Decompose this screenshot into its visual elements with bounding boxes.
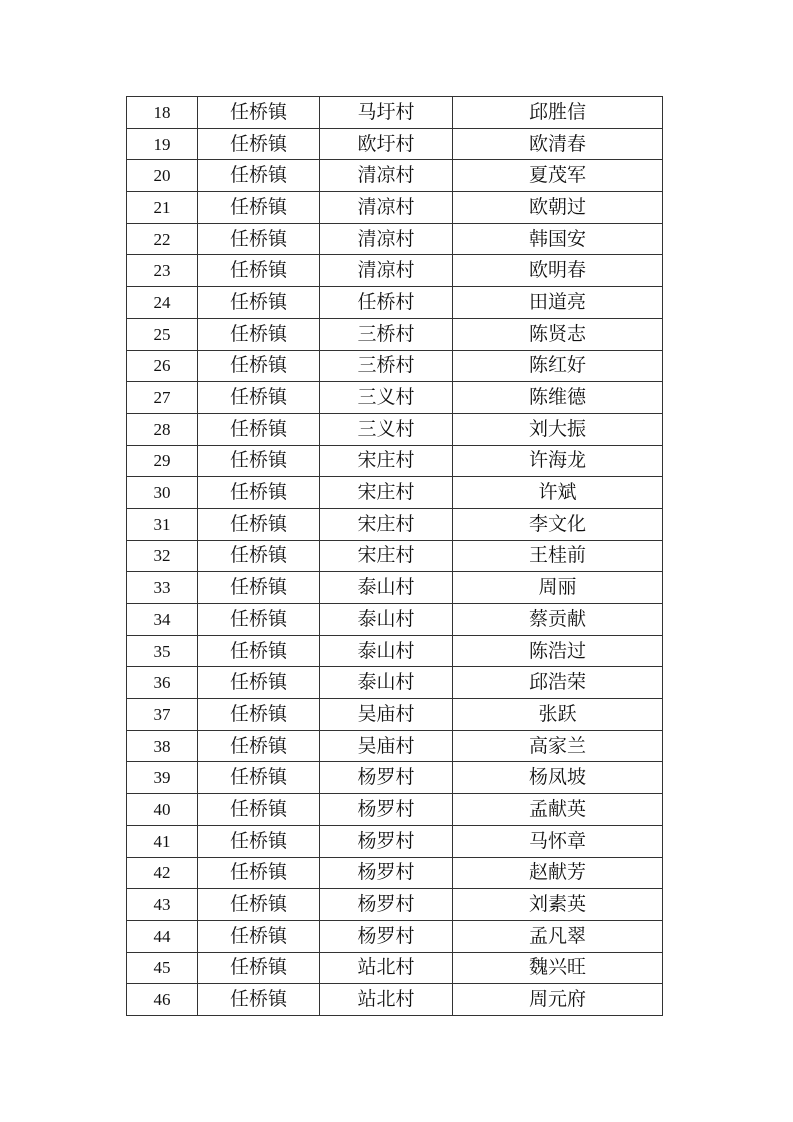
person-name-cell: 周元府 [453,984,663,1016]
town-cell: 任桥镇 [198,762,320,794]
person-name-cell: 田道亮 [453,287,663,319]
person-name-cell: 孟献英 [453,794,663,826]
village-cell: 三桥村 [320,350,453,382]
table-row [127,889,663,921]
person-name-cell: 陈浩过 [453,635,663,667]
table-row [127,223,663,255]
roster-table [126,96,663,1016]
village-cell: 欧圩村 [320,128,453,160]
table-row [127,382,663,414]
row-number-cell: 23 [127,255,198,287]
village-cell: 马圩村 [320,97,453,129]
table-row [127,794,663,826]
table-row [127,667,663,699]
person-name-cell: 陈维德 [453,382,663,414]
town-cell: 任桥镇 [198,825,320,857]
village-cell: 宋庄村 [320,508,453,540]
table-row [127,572,663,604]
row-number-cell: 45 [127,952,198,984]
row-number-cell: 43 [127,889,198,921]
row-number-cell: 38 [127,730,198,762]
town-cell: 任桥镇 [198,794,320,826]
person-name-cell: 陈红好 [453,350,663,382]
village-cell: 泰山村 [320,667,453,699]
person-name-cell: 魏兴旺 [453,952,663,984]
town-cell: 任桥镇 [198,730,320,762]
village-cell: 任桥村 [320,287,453,319]
person-name-cell: 许海龙 [453,445,663,477]
table-row [127,825,663,857]
village-cell: 杨罗村 [320,889,453,921]
row-number-cell: 22 [127,223,198,255]
town-cell: 任桥镇 [198,920,320,952]
person-name-cell: 欧朝过 [453,192,663,224]
town-cell: 任桥镇 [198,382,320,414]
row-number-cell: 29 [127,445,198,477]
village-cell: 站北村 [320,984,453,1016]
village-cell: 泰山村 [320,572,453,604]
person-name-cell: 孟凡翠 [453,920,663,952]
row-number-cell: 36 [127,667,198,699]
row-number-cell: 35 [127,635,198,667]
row-number-cell: 31 [127,508,198,540]
town-cell: 任桥镇 [198,699,320,731]
row-number-cell: 26 [127,350,198,382]
village-cell: 清凉村 [320,223,453,255]
town-cell: 任桥镇 [198,255,320,287]
table-row [127,730,663,762]
town-cell: 任桥镇 [198,192,320,224]
town-cell: 任桥镇 [198,128,320,160]
town-cell: 任桥镇 [198,889,320,921]
person-name-cell: 张跃 [453,699,663,731]
person-name-cell: 马怀章 [453,825,663,857]
table-row [127,445,663,477]
table-row [127,699,663,731]
table-row [127,604,663,636]
village-cell: 宋庄村 [320,477,453,509]
row-number-cell: 19 [127,128,198,160]
row-number-cell: 25 [127,318,198,350]
person-name-cell: 蔡贡献 [453,604,663,636]
town-cell: 任桥镇 [198,540,320,572]
town-cell: 任桥镇 [198,604,320,636]
row-number-cell: 34 [127,604,198,636]
row-number-cell: 37 [127,699,198,731]
town-cell: 任桥镇 [198,667,320,699]
village-cell: 站北村 [320,952,453,984]
village-cell: 清凉村 [320,160,453,192]
town-cell: 任桥镇 [198,477,320,509]
village-cell: 泰山村 [320,604,453,636]
person-name-cell: 高家兰 [453,730,663,762]
table-row [127,350,663,382]
village-cell: 泰山村 [320,635,453,667]
row-number-cell: 39 [127,762,198,794]
row-number-cell: 33 [127,572,198,604]
person-name-cell: 刘素英 [453,889,663,921]
village-cell: 杨罗村 [320,825,453,857]
row-number-cell: 27 [127,382,198,414]
town-cell: 任桥镇 [198,223,320,255]
village-cell: 三义村 [320,382,453,414]
person-name-cell: 欧清春 [453,128,663,160]
town-cell: 任桥镇 [198,350,320,382]
table-row [127,508,663,540]
table-row [127,857,663,889]
town-cell: 任桥镇 [198,160,320,192]
person-name-cell: 许斌 [453,477,663,509]
row-number-cell: 21 [127,192,198,224]
row-number-cell: 24 [127,287,198,319]
village-cell: 清凉村 [320,255,453,287]
row-number-cell: 46 [127,984,198,1016]
row-number-cell: 20 [127,160,198,192]
town-cell: 任桥镇 [198,97,320,129]
row-number-cell: 28 [127,413,198,445]
table-row [127,160,663,192]
village-cell: 三义村 [320,413,453,445]
person-name-cell: 刘大振 [453,413,663,445]
table-row [127,255,663,287]
town-cell: 任桥镇 [198,413,320,445]
person-name-cell: 邱胜信 [453,97,663,129]
village-cell: 吴庙村 [320,699,453,731]
village-cell: 宋庄村 [320,445,453,477]
town-cell: 任桥镇 [198,287,320,319]
person-name-cell: 韩国安 [453,223,663,255]
table-row [127,192,663,224]
town-cell: 任桥镇 [198,952,320,984]
row-number-cell: 18 [127,97,198,129]
table-row [127,540,663,572]
table-row [127,920,663,952]
row-number-cell: 44 [127,920,198,952]
town-cell: 任桥镇 [198,572,320,604]
town-cell: 任桥镇 [198,635,320,667]
table-row [127,97,663,129]
table-row [127,413,663,445]
table-row [127,318,663,350]
town-cell: 任桥镇 [198,508,320,540]
village-cell: 宋庄村 [320,540,453,572]
village-cell: 清凉村 [320,192,453,224]
town-cell: 任桥镇 [198,984,320,1016]
village-cell: 杨罗村 [320,857,453,889]
row-number-cell: 41 [127,825,198,857]
person-name-cell: 杨凤坡 [453,762,663,794]
village-cell: 杨罗村 [320,920,453,952]
table-row [127,984,663,1016]
table-row [127,477,663,509]
person-name-cell: 欧明春 [453,255,663,287]
village-cell: 吴庙村 [320,730,453,762]
town-cell: 任桥镇 [198,318,320,350]
row-number-cell: 42 [127,857,198,889]
person-name-cell: 夏茂军 [453,160,663,192]
row-number-cell: 40 [127,794,198,826]
person-name-cell: 邱浩荣 [453,667,663,699]
row-number-cell: 30 [127,477,198,509]
person-name-cell: 周丽 [453,572,663,604]
town-cell: 任桥镇 [198,445,320,477]
village-cell: 杨罗村 [320,794,453,826]
table-row [127,952,663,984]
table-row [127,128,663,160]
table-row [127,635,663,667]
village-cell: 杨罗村 [320,762,453,794]
table-row [127,762,663,794]
roster-body [127,97,663,1016]
person-name-cell: 李文化 [453,508,663,540]
person-name-cell: 王桂前 [453,540,663,572]
table-row [127,287,663,319]
person-name-cell: 陈贤志 [453,318,663,350]
village-cell: 三桥村 [320,318,453,350]
town-cell: 任桥镇 [198,857,320,889]
row-number-cell: 32 [127,540,198,572]
person-name-cell: 赵献芳 [453,857,663,889]
